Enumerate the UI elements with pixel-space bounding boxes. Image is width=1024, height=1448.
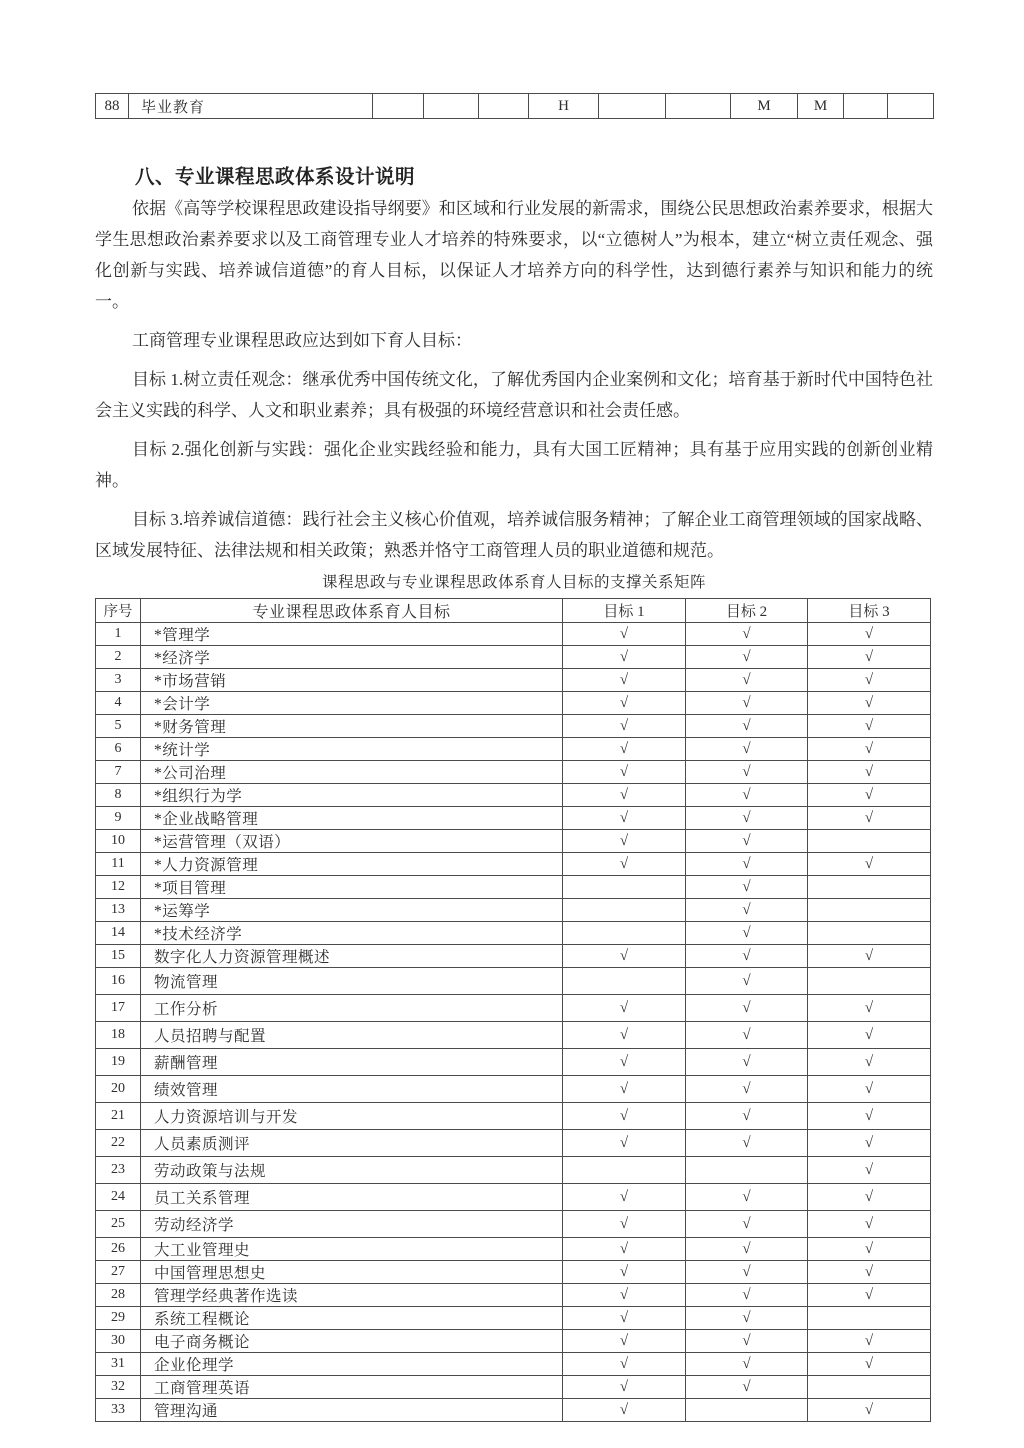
check-cell: √ [808,1284,931,1307]
check-cell [808,830,931,853]
check-cell: √ [686,1103,808,1130]
course-name: *管理学 [141,623,563,646]
table-row [96,1284,931,1307]
check-cell: √ [686,1022,808,1049]
check-cell: √ [808,1022,931,1049]
check-cell: √ [563,945,686,968]
course-name: *经济学 [141,646,563,669]
check-cell: √ [808,945,931,968]
check-cell: √ [563,830,686,853]
row-number: 6 [96,738,141,761]
table-row [96,922,931,945]
check-cell: √ [808,692,931,715]
check-cell: √ [686,830,808,853]
check-cell [686,1157,808,1184]
row-number: 2 [96,646,141,669]
row-number: 18 [96,1022,141,1049]
row-number: 25 [96,1211,141,1238]
course-name: 数字化人力资源管理概述 [141,945,563,968]
check-cell: √ [686,1130,808,1157]
check-cell: √ [563,669,686,692]
course-name: 劳动政策与法规 [141,1157,563,1184]
check-cell: √ [563,1330,686,1353]
check-cell [808,1376,931,1399]
check-cell: √ [808,623,931,646]
table-row [96,1353,931,1376]
row-number: 22 [96,1130,141,1157]
course-name: 系统工程概论 [141,1307,563,1330]
row-number: 33 [96,1399,141,1422]
grade-cell [424,94,479,119]
check-cell: √ [686,761,808,784]
row-number: 32 [96,1376,141,1399]
check-cell: √ [563,1184,686,1211]
table-row [96,1307,931,1330]
check-cell: √ [563,1238,686,1261]
row-number: 21 [96,1103,141,1130]
section-heading: 八、专业课程思政体系设计说明 [135,166,416,188]
previous-table-fragment [95,93,934,119]
grade-cell [373,94,424,119]
grade-cell: M [731,94,798,119]
check-cell: √ [563,692,686,715]
table-row [96,1261,931,1284]
check-cell: √ [686,876,808,899]
check-cell: √ [808,1184,931,1211]
course-name: 大工业管理史 [141,1238,563,1261]
check-cell: √ [808,784,931,807]
course-name: 电子商务概论 [141,1330,563,1353]
course-name: *企业战略管理 [141,807,563,830]
table-row [96,995,931,1022]
table-row [96,807,931,830]
table-row [96,1184,931,1211]
course-name: *会计学 [141,692,563,715]
grade-cell [844,94,888,119]
check-cell: √ [686,968,808,995]
column-header-goal1: 目标 1 [563,599,686,623]
table-row [96,1157,931,1184]
check-cell: √ [563,715,686,738]
check-cell: √ [808,1076,931,1103]
table-row [96,1211,931,1238]
check-cell: √ [808,1353,931,1376]
course-name: *技术经济学 [141,922,563,945]
check-cell: √ [808,761,931,784]
column-header-no: 序号 [96,599,141,623]
check-cell: √ [808,807,931,830]
table-row [96,945,931,968]
check-cell [563,968,686,995]
row-number: 19 [96,1049,141,1076]
course-name: *人力资源管理 [141,853,563,876]
check-cell: √ [808,1211,931,1238]
check-cell: √ [686,1376,808,1399]
row-number: 10 [96,830,141,853]
grade-cell: M [798,94,844,119]
table-row [96,1238,931,1261]
check-cell: √ [686,945,808,968]
check-cell [808,876,931,899]
check-cell: √ [563,761,686,784]
course-name: 企业伦理学 [141,1353,563,1376]
check-cell: √ [686,738,808,761]
table-row [96,968,931,995]
check-cell: √ [563,784,686,807]
column-header-goal2: 目标 2 [686,599,808,623]
column-header-goal3: 目标 3 [808,599,931,623]
check-cell: √ [563,995,686,1022]
table-row [96,94,934,119]
paragraph-objective-3: 目标 3.培养诚信道德：践行社会主义核心价值观，培养诚信服务精神；了解企业工商管理领域的国家战略、区域发展特征、法律法规和相关政策；熟悉并恪守工商管理人员的职业道德和规范。 [95,510,933,560]
grade-cell [599,94,666,119]
check-cell [808,899,931,922]
course-name: 中国管理思想史 [141,1261,563,1284]
table-row [96,646,931,669]
table-row [96,738,931,761]
table-row [96,1399,931,1422]
course-name: 工商管理英语 [141,1376,563,1399]
check-cell: √ [808,1049,931,1076]
check-cell: √ [686,995,808,1022]
table-row [96,1076,931,1103]
row-number: 88 [96,94,129,119]
check-cell [808,1307,931,1330]
check-cell: √ [808,1261,931,1284]
check-cell: √ [686,922,808,945]
table-row [96,623,931,646]
check-cell: √ [563,738,686,761]
check-cell: √ [563,1399,686,1422]
check-cell [563,876,686,899]
course-name: *财务管理 [141,715,563,738]
check-cell: √ [686,853,808,876]
course-name: *项目管理 [141,876,563,899]
table-row [96,761,931,784]
check-cell: √ [686,784,808,807]
check-cell [563,1157,686,1184]
check-cell: √ [563,1307,686,1330]
course-name: 管理学经典著作选读 [141,1284,563,1307]
course-name: *运筹学 [141,899,563,922]
table-row [96,899,931,922]
course-name: *组织行为学 [141,784,563,807]
check-cell: √ [808,1130,931,1157]
check-cell: √ [686,899,808,922]
grade-cell [479,94,529,119]
table-row [96,692,931,715]
course-name: 薪酬管理 [141,1049,563,1076]
course-name: 工作分析 [141,995,563,1022]
row-number: 23 [96,1157,141,1184]
row-number: 31 [96,1353,141,1376]
course-name: *统计学 [141,738,563,761]
check-cell: √ [686,1261,808,1284]
paragraph-lead: 工商管理专业课程思政应达到如下育人目标： [132,331,472,350]
check-cell: √ [686,1211,808,1238]
row-number: 16 [96,968,141,995]
check-cell: √ [563,1103,686,1130]
check-cell: √ [563,853,686,876]
check-cell: √ [563,1022,686,1049]
check-cell: √ [686,1284,808,1307]
check-cell [808,922,931,945]
check-cell: √ [808,1399,931,1422]
table-row [96,1376,931,1399]
check-cell: √ [686,807,808,830]
course-name: 劳动经济学 [141,1211,563,1238]
table-row [96,830,931,853]
grade-cell: H [529,94,599,119]
row-number: 27 [96,1261,141,1284]
row-number: 3 [96,669,141,692]
table-row [96,1130,931,1157]
row-number: 8 [96,784,141,807]
course-name: 毕业教育 [129,94,373,119]
check-cell: √ [563,1049,686,1076]
check-cell: √ [686,1076,808,1103]
check-cell: √ [686,1049,808,1076]
check-cell [808,968,931,995]
row-number: 26 [96,1238,141,1261]
check-cell: √ [808,1330,931,1353]
check-cell: √ [808,646,931,669]
paragraph-objective-1: 目标 1.树立责任观念：继承优秀中国传统文化，了解优秀国内企业案例和文化；培育基于新时代中国特色社会主义实践的科学、人文和职业素养；具有极强的环境经营意识和社会责任感。 [95,370,933,420]
check-cell: √ [563,1130,686,1157]
check-cell: √ [808,1238,931,1261]
check-cell [563,899,686,922]
table-row [96,1103,931,1130]
check-cell: √ [686,1238,808,1261]
check-cell [686,1399,808,1422]
row-number: 30 [96,1330,141,1353]
grade-cell [888,94,934,119]
course-name: 物流管理 [141,968,563,995]
row-number: 28 [96,1284,141,1307]
row-number: 11 [96,853,141,876]
table-row [96,1330,931,1353]
check-cell: √ [808,1103,931,1130]
grade-cell [666,94,731,119]
course-name: 人力资源培训与开发 [141,1103,563,1130]
course-name: 员工关系管理 [141,1184,563,1211]
column-header-course: 专业课程思政体系育人目标 [141,599,563,623]
check-cell: √ [808,853,931,876]
table-row [96,1049,931,1076]
check-cell: √ [808,1157,931,1184]
row-number: 12 [96,876,141,899]
course-name: 管理沟通 [141,1399,563,1422]
course-name: 人员素质测评 [141,1130,563,1157]
check-cell: √ [686,1353,808,1376]
row-number: 20 [96,1076,141,1103]
check-cell: √ [686,692,808,715]
row-number: 5 [96,715,141,738]
row-number: 9 [96,807,141,830]
check-cell: √ [686,1307,808,1330]
check-cell: √ [563,1353,686,1376]
course-name: 绩效管理 [141,1076,563,1103]
check-cell: √ [686,1330,808,1353]
check-cell: √ [808,715,931,738]
row-number: 14 [96,922,141,945]
check-cell: √ [686,623,808,646]
check-cell: √ [563,1284,686,1307]
row-number: 15 [96,945,141,968]
course-name: *公司治理 [141,761,563,784]
row-number: 17 [96,995,141,1022]
check-cell: √ [563,646,686,669]
check-cell: √ [686,1184,808,1211]
check-cell: √ [686,646,808,669]
check-cell: √ [808,669,931,692]
table-row [96,669,931,692]
row-number: 24 [96,1184,141,1211]
check-cell: √ [563,1376,686,1399]
matrix-caption: 课程思政与专业课程思政体系育人目标的支撑关系矩阵 [321,574,706,591]
check-cell: √ [563,1211,686,1238]
check-cell: √ [808,738,931,761]
matrix-header-row [96,599,931,623]
row-number: 29 [96,1307,141,1330]
check-cell: √ [563,1261,686,1284]
paragraph-objective-2: 目标 2.强化创新与实践：强化企业实践经验和能力，具有大国工匠精神；具有基于应用实践的创新创业精神。 [95,440,933,490]
check-cell: √ [686,715,808,738]
course-name: *市场营销 [141,669,563,692]
check-cell: √ [563,623,686,646]
table-row [96,784,931,807]
check-cell: √ [808,995,931,1022]
table-row [96,853,931,876]
table-row [96,715,931,738]
row-number: 1 [96,623,141,646]
course-name: *运营管理（双语） [141,830,563,853]
check-cell: √ [686,669,808,692]
course-name: 人员招聘与配置 [141,1022,563,1049]
table-row [96,876,931,899]
row-number: 7 [96,761,141,784]
row-number: 4 [96,692,141,715]
check-cell: √ [563,807,686,830]
support-matrix-table [95,598,931,1422]
row-number: 13 [96,899,141,922]
paragraph-intro: 依据《高等学校课程思政建设指导纲要》和区域和行业发展的新需求，围绕公民思想政治素养要求，根据大学生思想政治素养要求以及工商管理专业人才培养的特殊要求，以“立德树人”为根本，建立“树立责任观念、强化创新与实践、培养诚信道德”的育人目标，以保证人才培养方向的科学性，达到德行素养与知识和能力的统一。 [95,199,933,311]
check-cell [563,922,686,945]
table-row [96,1022,931,1049]
check-cell: √ [563,1076,686,1103]
